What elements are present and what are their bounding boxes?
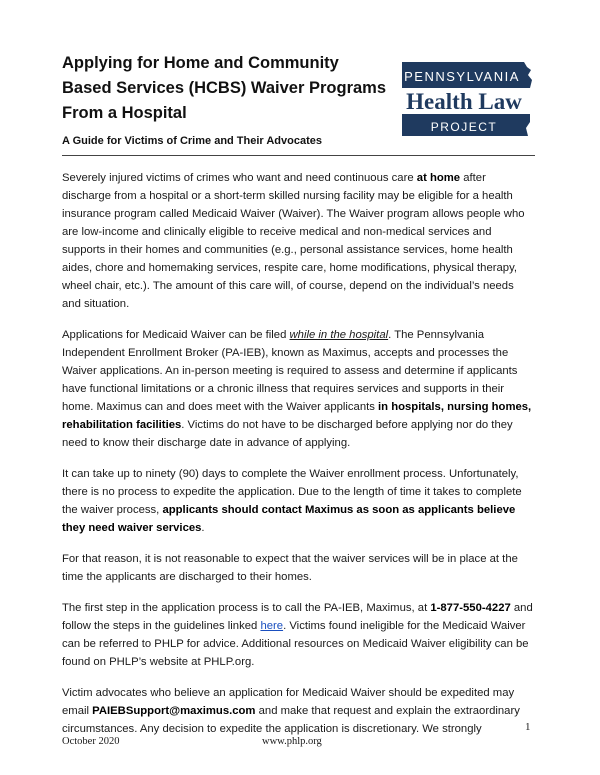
logo-text-top: PENNSYLVANIA xyxy=(404,69,520,84)
title-line: Based Services (HCBS) Waiver Programs xyxy=(62,79,387,97)
guidelines-link[interactable]: here xyxy=(260,620,284,632)
logo-text-middle: Health Law xyxy=(406,89,522,114)
text-run: and follow the steps in the guidelines linked xyxy=(62,602,533,632)
paragraph-first-step xyxy=(62,599,534,671)
footer-date: October 2020 xyxy=(62,736,120,747)
emphasis-at-home: at home xyxy=(416,172,461,184)
title-line: Applying for Home and Community xyxy=(62,54,339,72)
paragraph-expectations xyxy=(62,550,534,586)
page-number: 1 xyxy=(525,721,531,733)
document-title xyxy=(62,51,392,126)
text-run: . The Pennsylvania Independent Enrollment Broker (PA-IEB), known as Maximus, accepts and processes the Waiver applications. An in-person meeting is required to assess and determine if applicants have functional limitations or a chronic illness that requires services and supports in their home. Maximus can and does meet with the Waiver applicants xyxy=(62,329,518,413)
document-subtitle: A Guide for Victims of Crime and Their Advocates xyxy=(62,135,322,147)
text-run: It can take up to ninety (90) days to complete the Waiver enrollment process. Unfortunately, there is no process to expedite the application. Due to the length of time it takes to complete the waiver process, xyxy=(62,468,522,516)
footer-website: www.phlp.org xyxy=(262,736,322,747)
phone-number: 1-877-550-4227 xyxy=(430,602,511,614)
paragraph-home-care xyxy=(62,169,534,313)
text-run: Victim advocates who believe an application for Medicaid Waiver should be expedited may email xyxy=(62,687,515,717)
text-run: . Victims do not have to be discharged before applying nor do they need to know their discharge date in advance of applying. xyxy=(62,419,513,449)
text-run: . xyxy=(201,522,205,534)
text-run: Severely injured victims of crimes who want and need continuous care xyxy=(62,172,417,184)
document-body xyxy=(62,169,534,751)
logo-text-bottom: PROJECT xyxy=(430,120,498,134)
paragraph-hospital-applications xyxy=(62,326,534,452)
title-line: From a Hospital xyxy=(62,104,187,122)
emphasis-contact-maximus: applicants should contact Maximus as soon as applicants believe they need waiver services xyxy=(62,504,516,534)
support-email: PAIEBSupport@maximus.com xyxy=(92,705,256,717)
text-run: after discharge from a hospital or a short-term skilled nursing facility may be eligible for a health insurance program called Medicaid Waiver (Waiver). The Waiver program allows people who are low-income and clinically eligible to receive medical and non-medical services and supports in their homes and communities (e.g., personal assistance services, home health aides, chore and homemaking services, respite care, home modifications, physical therapy, wheel chair, etc.). The amount of this care will, of course, depend on the individual’s needs and situation. xyxy=(62,172,525,310)
phlp-logo xyxy=(398,58,534,142)
paragraph-advocates xyxy=(62,684,534,738)
text-run: and make that request and explain the extraordinary circumstances. Any decision to expedite the application is discretionary. We strongly xyxy=(62,705,520,735)
text-run: Applications for Medicaid Waiver can be filed xyxy=(62,329,290,341)
emphasis-while-in-hospital: while in the hospital xyxy=(289,329,389,341)
text-run: . Victims found ineligible for the Medicaid Waiver can be referred to PHLP for advice. Additional resources on Medicaid Waiver eligibility can be found on PHLP’s website at PHLP.org. xyxy=(62,620,529,668)
header-divider xyxy=(62,155,535,156)
paragraph-enrollment-time xyxy=(62,465,534,537)
text-run: For that reason, it is not reasonable to expect that the waiver services will be in place at the time the applicants are discharged to their homes. xyxy=(62,553,518,583)
text-run: The first step in the application process is to call the PA-IEB, Maximus, at xyxy=(62,602,431,614)
emphasis-facilities: in hospitals, nursing homes, rehabilitation facilities xyxy=(62,401,532,431)
